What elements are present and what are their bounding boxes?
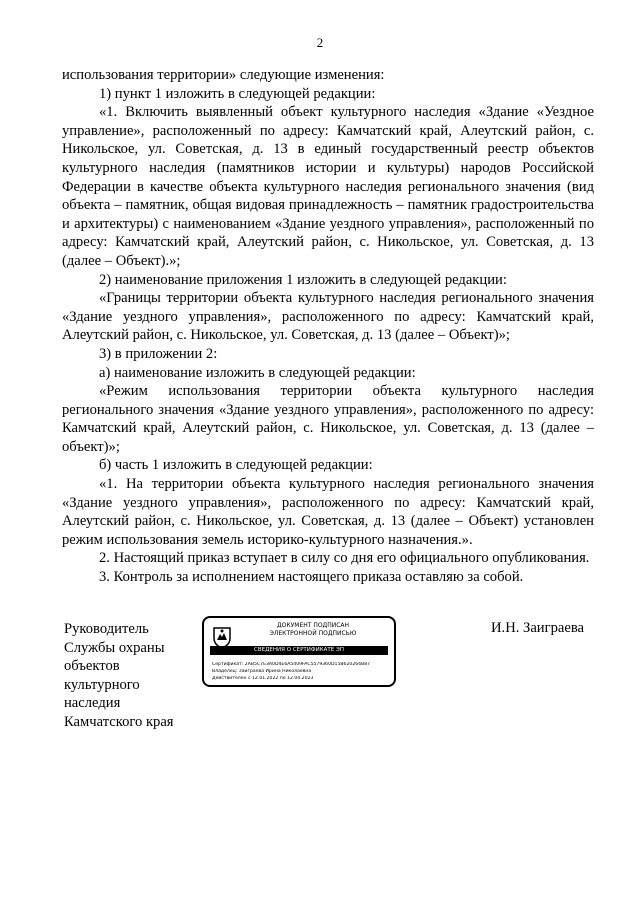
stamp-title-line1: ДОКУМЕНТ ПОДПИСАН [276, 622, 350, 629]
signatory-name: И.Н. Заиграева [491, 620, 585, 636]
signatory-position-line: наследия [64, 695, 121, 712]
body-paragraph: 2. Настоящий приказ вступает в силу со дня его официального опубликования. [99, 550, 590, 567]
signatory-position-line: культурного [64, 676, 140, 693]
body-paragraph: б) часть 1 изложить в следующей редакции: [99, 457, 373, 474]
body-paragraph: «1. Включить выявленный объект культурного наследия «Здание «Уездное управление», расположенный по адресу: Камчатский край, Алеутский район, с. Никольское, ул. Советская, д. 13 в единый государственный реестр объектов культурного наследия (памятников истории и культуры) народов Российской Федерации в качестве объекта культурного наследия регионального значения (вид объекта – памятник, общая видовая принадлежность – памятник градостроительства и архитектуры) с наименованием «Здание уездного управления», расположенный по адресу: Камчатский край, Алеутский район, с. Никольское, ул. Советская, д. 13 (далее – Объект).»; [62, 104, 594, 269]
body-paragraph: а) наименование изложить в следующей редакции: [99, 364, 416, 381]
signatory-position [64, 620, 194, 732]
body-paragraph: 1) пункт 1 изложить в следующей редакции: [99, 85, 376, 102]
stamp-validity: Действителен с 12.01.2022 по 12.04.2023 [212, 676, 314, 681]
body-paragraph: 3. Контроль за исполнением настоящего приказа оставляю за собой. [99, 569, 524, 586]
stamp-owner: Владелец: Заиграева Ирина Николаевна [212, 669, 312, 674]
signatory-position-line: Руководитель [64, 621, 149, 637]
body-paragraph: использования территории» следующие изменения: [62, 67, 385, 83]
page-number: 2 [316, 35, 324, 50]
body-paragraph: «1. На территории объекта культурного наследия регионального значения «Здание уездного управления», расположенного по адресу: Камчатский край, Алеутский район, с. Никольское, ул. Советская, д. 13 (далее – Объект) установлен режим использования земель историко-культурного назначения.». [62, 476, 594, 548]
electronic-signature-stamp [202, 616, 396, 687]
stamp-title-line2: ЭЛЕКТРОННОЙ ПОДПИСЬЮ [269, 630, 357, 637]
stamp-certificate: Сертификат: 2AB5C7E3A0D4E6A5409FAC5579360D15B620264B87 [212, 662, 371, 667]
stamp-certificate-header: СВЕДЕНИЯ О СЕРТИФИКАТЕ ЭП [210, 646, 388, 655]
body-paragraph: «Режим использования территории объекта культурного наследия регионального значения «Здание уездного управления», расположенного по адресу: Камчатский край, Алеутский район, с. Никольское, ул. Советская, д. 13 (далее – объект)»; [62, 383, 594, 455]
document-body [62, 66, 594, 587]
signatory-position-line: Камчатского края [64, 713, 174, 730]
signatory-position-line: объектов [64, 658, 120, 675]
body-paragraph: «Границы территории объекта культурного наследия регионального значения «Здание уездного управления», расположенного по адресу: Камчатский край, Алеутский район, с. Никольское, ул. Советская, д. 13 (далее – Объект)»; [62, 290, 594, 344]
signatory-position-line: Службы охраны [64, 639, 165, 656]
body-paragraph: 3) в приложении 2: [99, 345, 218, 362]
body-paragraph: 2) наименование приложения 1 изложить в следующей редакции: [99, 271, 507, 288]
